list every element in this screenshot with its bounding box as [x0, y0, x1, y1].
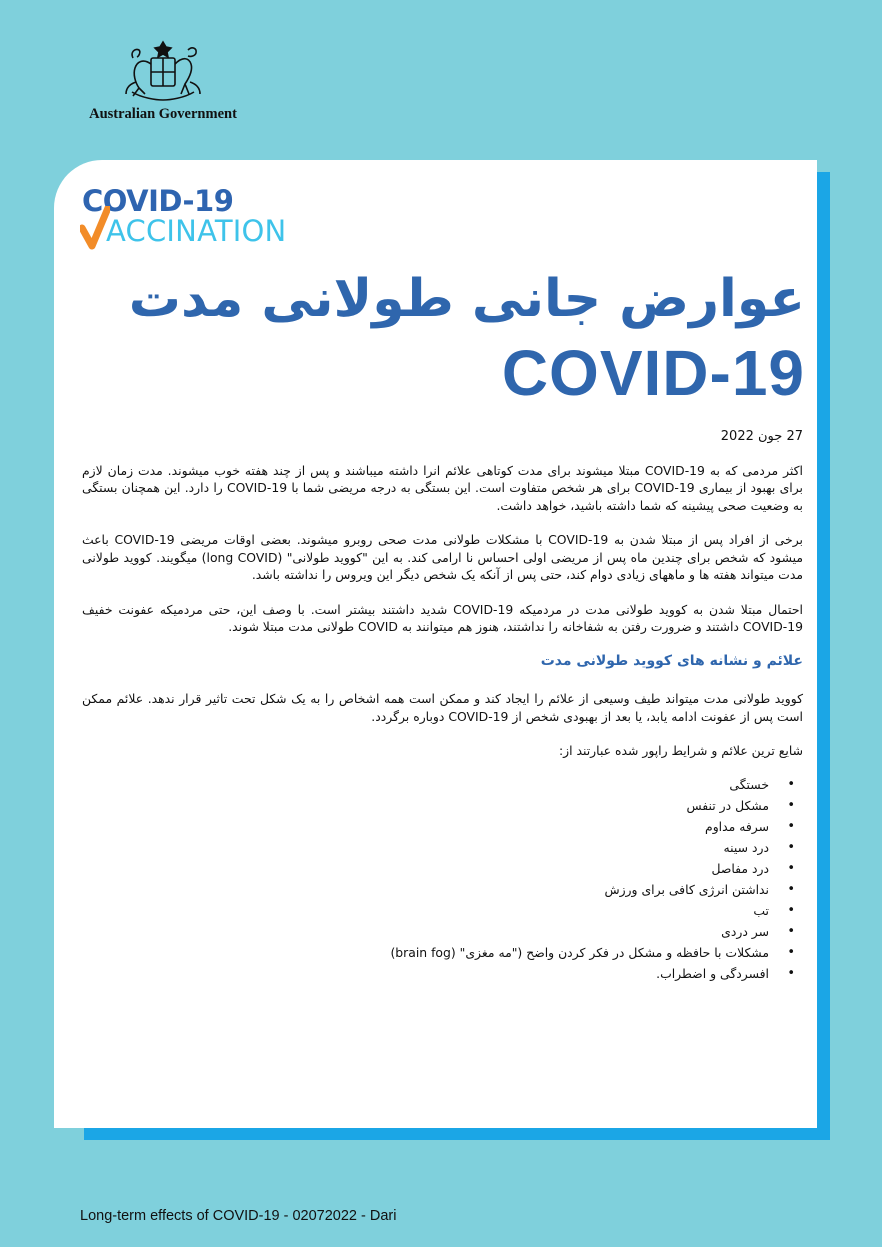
paragraph-2: برخی از افراد پس از مبتلا شدن به COVID-19 با مشکلات طولانی مدت صحی روبرو میشوند. بعضی اوقات مریضی COVID-19 باعث میشود که شخص برای چندین ماه پس از مریضی اولی احساس نا ارامی کند. به این "کووید طولانی" (long COVID) میگویند. کووید طولانی مدت میتواند هفته ها و ماههای زیادی دوام کند، حتی پس از آنکه یک شخص دیگر این ویروس را نداشته باشد.	[82, 532, 803, 582]
list-item: • افسردگی و اضطراب.	[82, 963, 769, 984]
government-label: Australian Government	[89, 106, 237, 122]
list-item: • نداشتن انرژی کافی برای ورزش	[82, 879, 769, 900]
list-item: • درد سینه	[82, 837, 769, 858]
list-item: • تب	[82, 900, 769, 921]
covid-vaccination-logo	[82, 186, 286, 246]
logo-line1: COVID-19	[82, 184, 234, 218]
section-paragraph: کووید طولانی مدت میتواند طیف وسیعی از علائم را ایجاد کند و ممکن است همه اشخاص را به یک شکل تحت تاثیر قرار ندهد. علائم ممکن است پس از عفونت ادامه یابد، یا بعد از بهبودی شخص از COVID-19 دوباره برگردد.	[82, 691, 803, 724]
list-item: • مشکلات با حافظه و مشکل در فکر کردن واضح ("مه مغزی" (brain fog)	[82, 942, 769, 963]
list-intro: شایع ترین علائم و شرایط راپور شده عبارتند از:	[558, 743, 803, 758]
checkmark-icon	[80, 206, 110, 250]
list-item: • درد مفاصل	[82, 858, 769, 879]
content-card	[54, 160, 817, 1128]
section-heading: علائم و نشانه های کووید طولانی مدت	[540, 652, 803, 669]
page-title: عوارض جانی طولانی مدت	[128, 269, 805, 329]
logo-line2: ACCINATION	[106, 214, 287, 248]
paragraph-1: اکثر مردمی که به COVID-19 مبتلا میشوند برای مدت کوتاهی علائم انرا داشته میباشند و پس از چند هفته خوب میشوند. مدت زمان لازم برای بهبود از بیماری COVID-19 برای هر شخص متفاوت است. این بستگی به درجه مریضی شما با COVID-19 را دارد. این همچنان بستگی به وضعیت صحی پیشینه که شما داشته باشید، خواهد داشت.	[82, 462, 804, 513]
document-date: 27 جون 2022	[720, 429, 803, 444]
symptoms-list	[82, 774, 803, 984]
page-footer: Long-term effects of COVID-19 - 02072022 - Dari	[80, 1208, 397, 1224]
list-item: • سر دردی	[82, 921, 769, 942]
paragraph-3: احتمال مبتلا شدن به کووید طولانی مدت در مردمیکه COVID-19 شدید داشتند بیشتر است. با وصف این، حتی مردمیکه عفونت خفیف COVID-19 داشتند و ضرورت رفتن به شفاخانه را نداشتند، هنوز هم میتوانند به COVID طولانی مدت مبتلا شوند.	[82, 601, 803, 634]
australian-government-logo	[80, 38, 246, 123]
page-title-covid: COVID-19	[501, 337, 805, 409]
document-body	[82, 428, 803, 984]
list-item: • سرفه مداوم	[82, 816, 769, 837]
list-item: • خستگی	[82, 774, 769, 795]
list-item: • مشکل در تنفس	[82, 795, 769, 816]
coat-of-arms-icon	[118, 38, 208, 104]
logo-line2-wrapper	[82, 216, 286, 246]
